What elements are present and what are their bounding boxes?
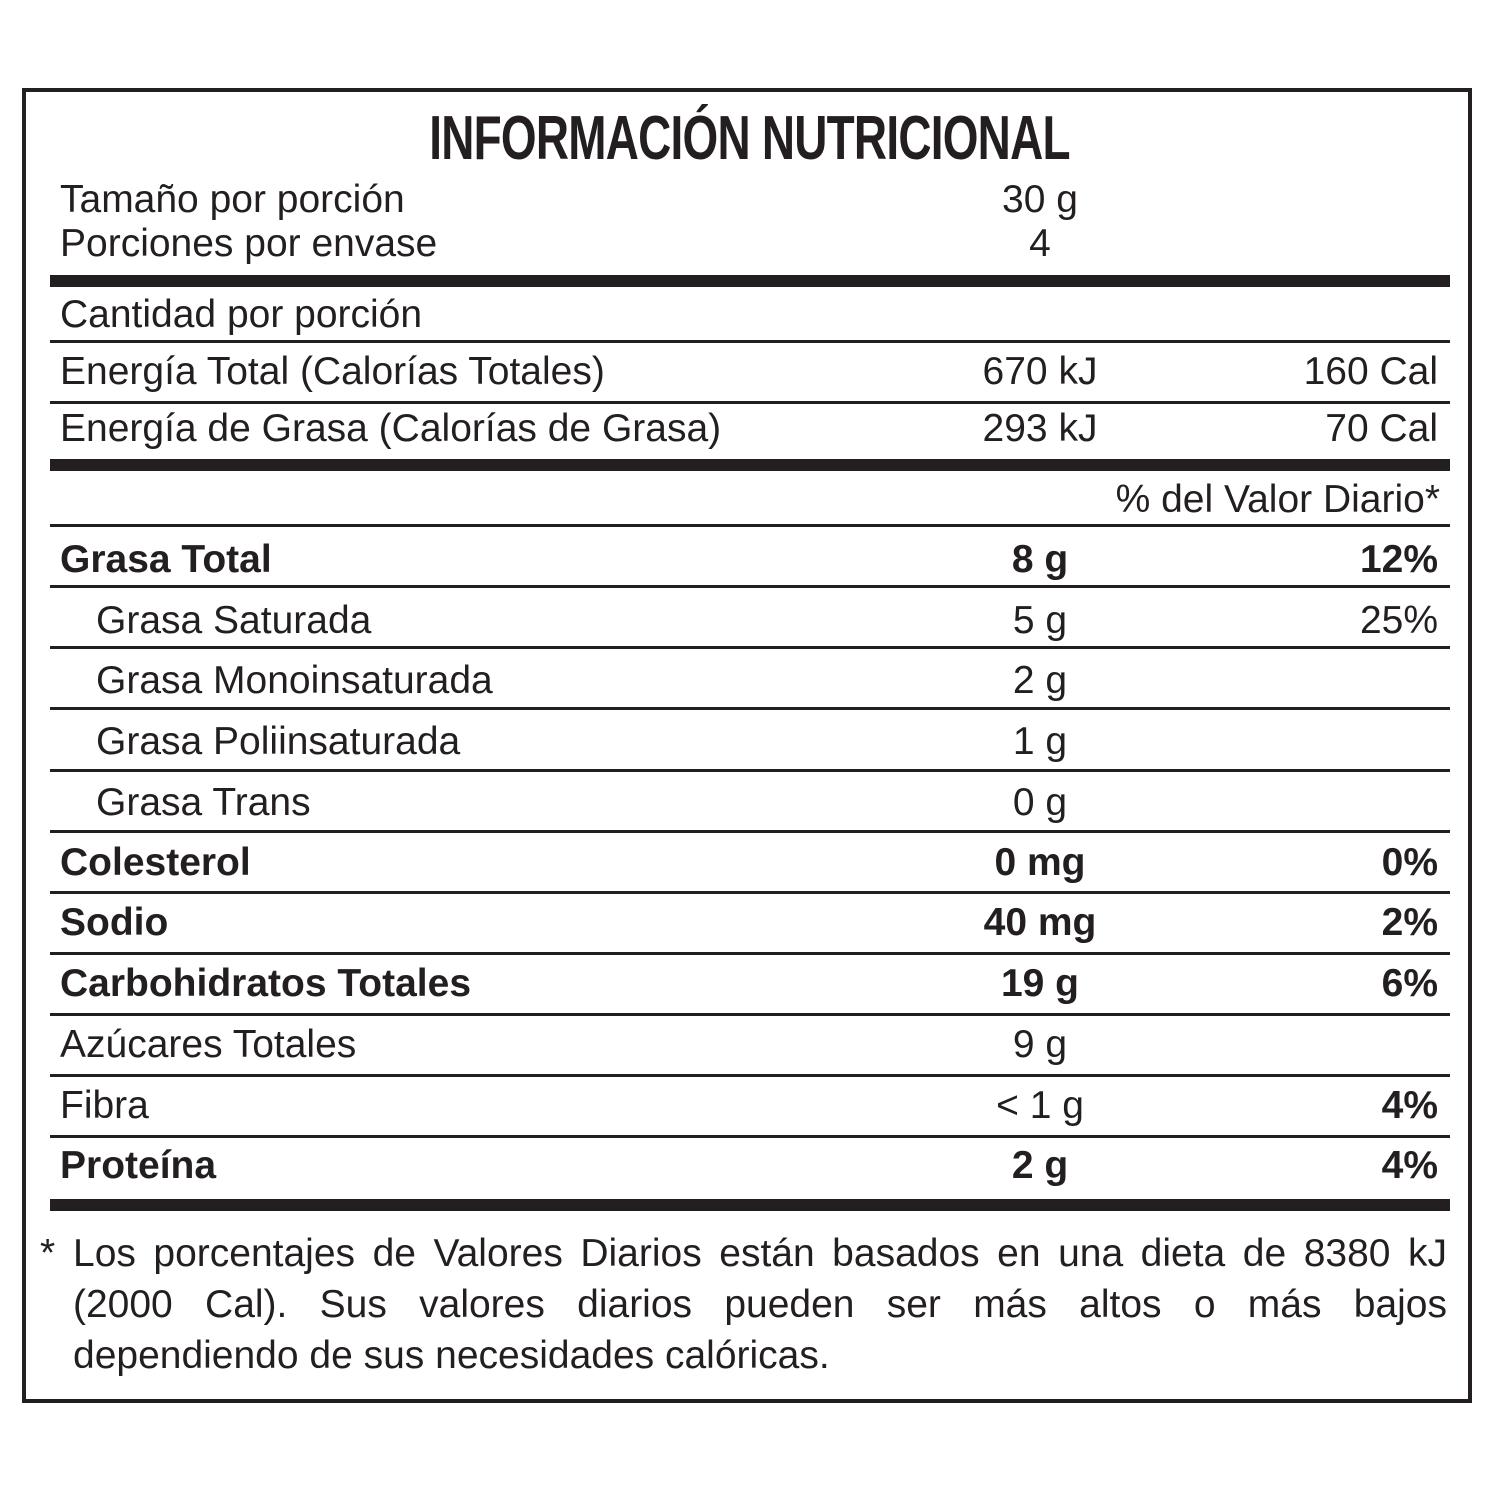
nutrient-name-saturated-fat: Grasa Saturada xyxy=(96,599,372,642)
nutrient-dv-cholesterol: 0% xyxy=(1381,841,1438,884)
nutrient-dv-fiber: 4% xyxy=(1381,1084,1438,1127)
energy-total-cal: 160 Cal xyxy=(1303,350,1438,393)
nutrient-amount-cholesterol: 0 mg xyxy=(994,841,1086,884)
footnote-marker: * xyxy=(40,1232,56,1275)
divider xyxy=(50,707,1450,710)
energy-fat-cal: 70 Cal xyxy=(1325,407,1438,450)
nutrient-dv-sodium: 2% xyxy=(1381,901,1438,944)
nutrient-amount-polyunsaturated-fat: 1 g xyxy=(1012,720,1068,763)
divider xyxy=(50,585,1450,588)
nutrient-dv-protein: 4% xyxy=(1381,1144,1438,1187)
daily-value-header: % del Valor Diario* xyxy=(1115,478,1440,521)
thick-divider xyxy=(50,275,1450,287)
thick-divider xyxy=(50,1199,1450,1211)
energy-fat-label: Energía de Grasa (Calorías de Grasa) xyxy=(60,407,722,450)
divider xyxy=(50,891,1450,894)
nutrient-dv-total-carbohydrates: 6% xyxy=(1381,962,1438,1005)
label-title: INFORMACIÓN NUTRICIONAL xyxy=(429,104,1070,173)
nutrient-name-protein: Proteína xyxy=(60,1144,217,1187)
nutrient-amount-protein: 2 g xyxy=(1011,1144,1069,1187)
divider xyxy=(50,769,1450,772)
nutrient-name-total-sugars: Azúcares Totales xyxy=(60,1023,357,1066)
servings-per-container-value: 4 xyxy=(1029,222,1051,265)
nutrient-name-total-fat: Grasa Total xyxy=(60,538,272,581)
nutrient-name-cholesterol: Colesterol xyxy=(60,841,251,884)
nutrient-amount-monounsaturated-fat: 2 g xyxy=(1012,659,1068,702)
amount-per-serving: Cantidad por porción xyxy=(60,293,423,336)
divider xyxy=(50,830,1450,833)
divider xyxy=(50,401,1450,404)
divider xyxy=(50,340,1450,343)
nutrient-name-monounsaturated-fat: Grasa Monoinsaturada xyxy=(96,659,493,702)
nutrient-amount-fiber: < 1 g xyxy=(996,1084,1084,1127)
divider xyxy=(50,1074,1450,1077)
thick-divider xyxy=(50,459,1450,471)
nutrient-amount-total-carbohydrates: 19 g xyxy=(1000,962,1080,1005)
divider xyxy=(50,1135,1450,1138)
energy-total-label: Energía Total (Calorías Totales) xyxy=(60,350,605,393)
divider xyxy=(50,952,1450,955)
divider xyxy=(50,1013,1450,1016)
footnote-text: Los porcentajes de Valores Diarios están basados en una dieta de 8380 kJ (2000 Cal). Sus valores diarios pueden ser más altos o más bajos dependiendo de sus necesidades calóricas. xyxy=(73,1232,1447,1377)
nutrient-amount-saturated-fat: 5 g xyxy=(1012,599,1068,642)
serving-size-label: Tamaño por porción xyxy=(60,178,405,221)
nutrient-amount-total-fat: 8 g xyxy=(1011,538,1069,581)
nutrient-name-polyunsaturated-fat: Grasa Poliinsaturada xyxy=(96,720,461,763)
nutrient-name-fiber: Fibra xyxy=(60,1084,149,1127)
nutrient-amount-sodium: 40 mg xyxy=(983,901,1097,944)
energy-fat-kj: 293 kJ xyxy=(982,407,1098,450)
energy-total-kj: 670 kJ xyxy=(982,350,1098,393)
serving-size-value: 30 g xyxy=(1002,178,1078,221)
nutrient-amount-total-sugars: 9 g xyxy=(1012,1023,1068,1066)
servings-per-container-label: Porciones por envase xyxy=(60,222,438,265)
nutrient-dv-saturated-fat: 25% xyxy=(1359,599,1438,642)
nutrient-name-trans-fat: Grasa Trans xyxy=(96,781,311,824)
nutrient-dv-total-fat: 12% xyxy=(1359,538,1438,581)
divider xyxy=(50,646,1450,649)
nutrient-amount-trans-fat: 0 g xyxy=(1012,781,1068,824)
nutrient-name-total-carbohydrates: Carbohidratos Totales xyxy=(60,962,472,1005)
divider xyxy=(50,524,1450,527)
nutrient-name-sodium: Sodio xyxy=(60,901,169,944)
